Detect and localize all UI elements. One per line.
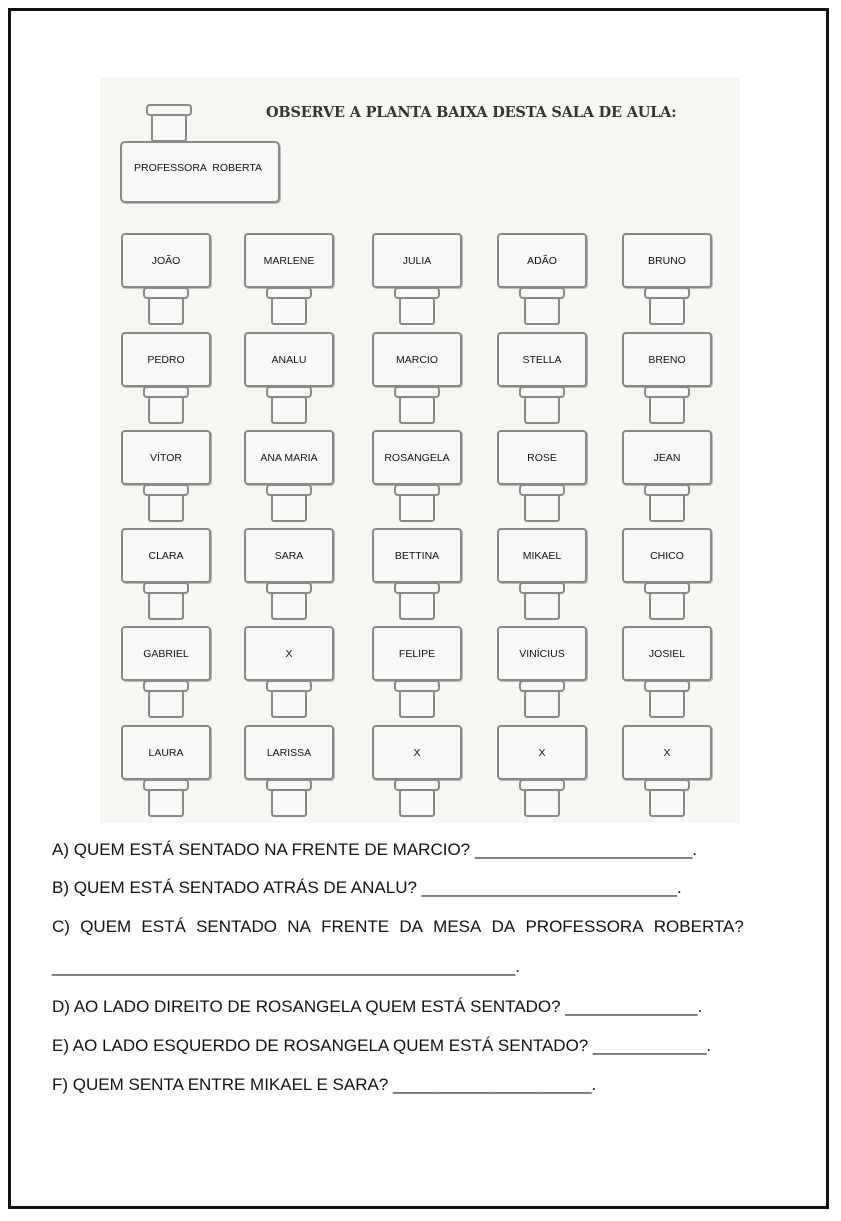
student-name: ROSE	[527, 451, 557, 464]
chair-icon	[644, 582, 690, 622]
chair-icon	[519, 680, 565, 720]
chair-icon	[644, 484, 690, 524]
student-desk	[121, 626, 213, 721]
chair-icon	[266, 582, 312, 622]
desk-top	[372, 528, 462, 583]
chair-icon	[394, 582, 440, 622]
student-desk	[244, 725, 336, 820]
question-c	[52, 917, 744, 937]
desk-top	[622, 725, 712, 780]
desk-top	[372, 725, 462, 780]
student-name: PEDRO	[147, 353, 185, 366]
desk-top	[497, 332, 587, 387]
chair-icon	[519, 386, 565, 426]
student-name: ANALU	[271, 353, 307, 366]
question-c-word: NA	[287, 917, 311, 936]
question-c-word: FRENTE	[321, 917, 390, 936]
student-name: VINÍCIUS	[519, 647, 565, 660]
student-name: X	[413, 746, 421, 759]
teacher-desk-label: PROFESSORA ROBERTA	[134, 162, 263, 174]
chair-icon	[519, 779, 565, 819]
desk-top	[497, 233, 587, 288]
chair-icon	[519, 582, 565, 622]
student-name: CHICO	[650, 549, 684, 562]
question-c-word: SENTADO	[196, 917, 277, 936]
desk-top	[244, 528, 334, 583]
student-desk	[622, 430, 714, 525]
question-c-word: MESA	[433, 917, 482, 936]
desk-top	[121, 626, 211, 681]
student-desk	[244, 626, 336, 721]
desk-top	[244, 725, 334, 780]
desk-top	[372, 626, 462, 681]
chair-icon	[143, 484, 189, 524]
desk-top	[244, 233, 334, 288]
question-a: A) QUEM ESTÁ SENTADO NA FRENTE DE MARCIO? _______________________.	[52, 840, 698, 859]
student-name: BRUNO	[648, 254, 686, 267]
question-c-word: QUEM	[80, 917, 132, 936]
student-desk	[244, 528, 336, 623]
student-name: MARCIO	[396, 353, 438, 366]
chair-icon	[394, 680, 440, 720]
student-name: BRENO	[648, 353, 686, 366]
desk-top	[372, 233, 462, 288]
student-desk	[121, 332, 213, 427]
desk-top	[372, 430, 462, 485]
student-desk	[121, 430, 213, 525]
student-name: LAURA	[148, 746, 184, 759]
student-name: SARA	[274, 549, 304, 562]
chair-icon	[394, 386, 440, 426]
student-desk	[372, 430, 464, 525]
student-desk	[497, 626, 589, 721]
student-desk	[244, 430, 336, 525]
chair-icon	[519, 287, 565, 327]
student-name: STELLA	[522, 353, 562, 366]
student-desk	[497, 233, 589, 328]
student-name: JOÃO	[151, 254, 181, 267]
student-name: ADÃO	[527, 254, 557, 267]
desk-top	[622, 233, 712, 288]
student-desk	[622, 332, 714, 427]
student-name: X	[663, 746, 671, 759]
student-desk	[121, 233, 213, 328]
question-c-word: ESTÁ	[141, 917, 186, 936]
question-d: D) AO LADO DIREITO DE ROSANGELA QUEM ESTÁ SENTADO? ______________.	[52, 997, 703, 1016]
chair-icon	[394, 779, 440, 819]
student-desk	[622, 725, 714, 820]
chair-icon	[143, 287, 189, 327]
desk-top	[244, 332, 334, 387]
question-c-word: DA	[491, 917, 516, 936]
chair-icon	[394, 287, 440, 327]
chair-icon	[143, 386, 189, 426]
student-desk	[244, 332, 336, 427]
question-c-answer-line: _________________________________________________.	[52, 957, 520, 976]
teacher-chair-icon	[146, 104, 192, 144]
student-desk	[121, 528, 213, 623]
chair-icon	[394, 484, 440, 524]
chair-icon	[644, 287, 690, 327]
student-desk	[372, 626, 464, 721]
desk-top	[372, 332, 462, 387]
desk-top	[497, 725, 587, 780]
desk-top	[497, 430, 587, 485]
student-name: X	[285, 647, 293, 660]
student-desk	[372, 332, 464, 427]
student-name: X	[538, 746, 546, 759]
question-c-word: C)	[52, 917, 70, 936]
chair-icon	[519, 484, 565, 524]
desk-top	[622, 626, 712, 681]
student-desk	[244, 233, 336, 328]
chair-icon	[143, 779, 189, 819]
student-desk	[497, 332, 589, 427]
desk-top	[121, 725, 211, 780]
student-desk	[497, 528, 589, 623]
desk-top	[622, 332, 712, 387]
desk-top	[121, 233, 211, 288]
desk-top	[622, 528, 712, 583]
student-name: LARISSA	[266, 746, 312, 759]
question-e: E) AO LADO ESQUERDO DE ROSANGELA QUEM ESTÁ SENTADO? ____________.	[52, 1036, 712, 1055]
chair-icon	[644, 779, 690, 819]
student-desk	[497, 430, 589, 525]
student-desk	[121, 725, 213, 820]
student-desk	[372, 233, 464, 328]
desk-top	[244, 430, 334, 485]
student-name: MIKAEL	[522, 549, 562, 562]
student-desk	[372, 725, 464, 820]
question-b: B) QUEM ESTÁ SENTADO ATRÁS DE ANALU? ___________________________.	[52, 878, 682, 897]
chair-icon	[266, 287, 312, 327]
question-c-word: PROFESSORA	[525, 917, 644, 936]
student-name: MARLENE	[263, 254, 315, 267]
student-name: BETTINA	[394, 549, 440, 562]
desk-top	[497, 528, 587, 583]
question-c-word: ROBERTA?	[653, 917, 744, 936]
student-name: FELIPE	[398, 647, 436, 660]
student-name: ANA MARIA	[260, 451, 318, 464]
question-c-word: DA	[399, 917, 423, 936]
chair-icon	[266, 484, 312, 524]
chair-icon	[266, 779, 312, 819]
student-desk	[497, 725, 589, 820]
student-name: VÍTOR	[150, 451, 182, 464]
question-f: F) QUEM SENTA ENTRE MIKAEL E SARA? _____________________.	[52, 1075, 597, 1094]
chair-icon	[143, 582, 189, 622]
chair-icon	[143, 680, 189, 720]
student-desk	[372, 528, 464, 623]
page-title: OBSERVE A PLANTA BAIXA DESTA SALA DE AULA:	[266, 104, 677, 121]
desk-top	[622, 430, 712, 485]
desk-top	[121, 332, 211, 387]
student-name: JOSIEL	[648, 647, 686, 660]
chair-icon	[644, 386, 690, 426]
student-desk	[622, 528, 714, 623]
student-name: JEAN	[653, 451, 681, 464]
desk-top	[244, 626, 334, 681]
desk-top	[497, 626, 587, 681]
desk-top	[121, 430, 211, 485]
chair-icon	[266, 680, 312, 720]
desk-top	[121, 528, 211, 583]
student-name: JULIA	[402, 254, 432, 267]
student-name: ROSANGELA	[384, 451, 450, 464]
student-name: CLARA	[148, 549, 184, 562]
chair-icon	[266, 386, 312, 426]
student-desk	[622, 626, 714, 721]
student-name: GABRIEL	[143, 647, 189, 660]
student-desk	[622, 233, 714, 328]
chair-icon	[644, 680, 690, 720]
